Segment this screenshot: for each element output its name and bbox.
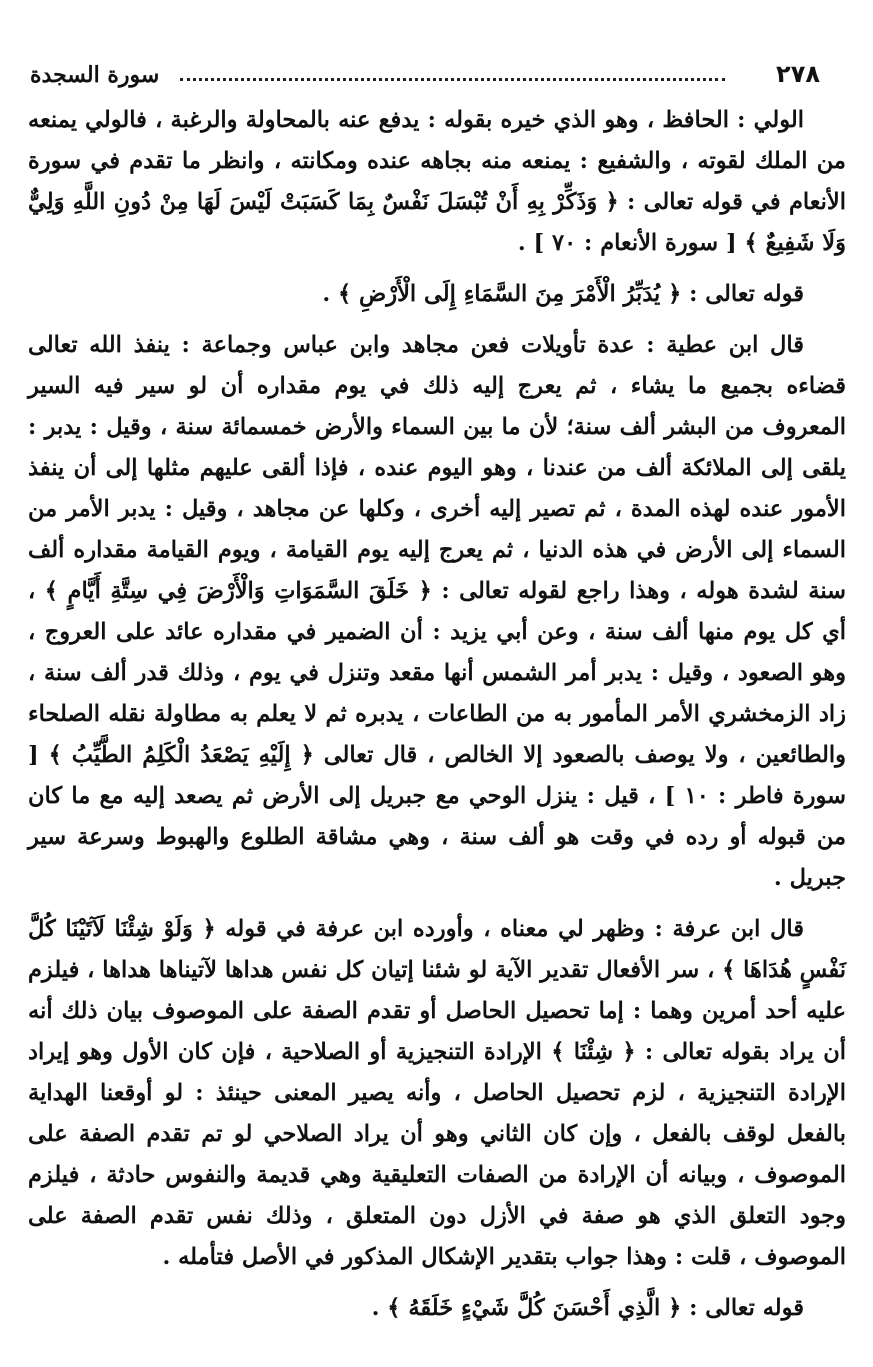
- paragraph-verse-yudabbir: قوله تعالى : ﴿ يُدَبِّرُ الْأَمْرَ مِنَ السَّمَاءِ إِلَى الْأَرْضِ ﴾ .: [322, 281, 804, 307]
- surah-title: سورة السجدة: [30, 62, 160, 88]
- paragraph-verse-ahsana: قوله تعالى : ﴿ الَّذِي أَحْسَنَ كُلَّ شَيْءٍ خَلَقَهُ ﴾ .: [371, 1295, 804, 1321]
- header-dotted-rule: [180, 78, 725, 81]
- paragraph-ibn-arafa: قال ابن عرفة : وظهر لي معناه ، وأورده ابن عرفة في قوله ﴿ وَلَوْ شِئْنَا لَآتَيْنَا كُلَّ نَفْسٍ هُدَاهَا ﴾ ، سر الأفعال تقدير الآية لو شئنا إتيان كل نفس هداها لآتيناها هداها ، فيلزم عليه أحد أمرين وهما : إما تحصيل الحاصل أو تقدم الصفة على الموصوف بيان ذلك أنه أن يراد بقوله تعالى : ﴿ شِئْنَا ﴾ الإرادة التنجيزية أو الصلاحية ، فإن كان الأول وهو إيراد الإرادة التنجيزية ، لزم تحصيل الحاصل ، وأنه يصير المعنى حينئذ : لو أوقعنا الهداية بالفعل لوقف بالفعل ، وإن كان الثاني وهو أن يراد الصلاحي لو تم تقدم الصفة على الموصوف ، وبيانه أن الإرادة من الصفات التعليقية وهي قديمة والنفوس حادثة ، فيلزم وجود التعلق الذي هو صفة في الأزل دون المتعلق ، وذلك نفس تقدم الصفة على الموصوف ، قلت : وهذا جواب بتقدير الإشكال المذكور في الأصل فتأمله .: [28, 916, 846, 1270]
- page-number: ٢٧٨: [776, 60, 820, 88]
- paragraph-ibn-atiyya: قال ابن عطية : عدة تأويلات فعن مجاهد وابن عباس وجماعة : ينفذ الله تعالى قضاءه بجميع ما يشاء ، ثم يعرج إليه ذلك في يوم مقداره أن لو سير فيه السير المعروف من البشر ألف سنة؛ لأن ما بين السماء والأرض خمسمائة سنة ، وقيل : يدبر : يلقى إلى الملائكة ألف من عندنا ، وهو اليوم عنده ، فإذا ألقى عليهم مثلها إلى أن ينفذ الأمور عنده لهذه المدة ، ثم تصير إليه أخرى ، وكلها عن مجاهد ، وقيل : يدبر الأمر من السماء إلى الأرض في هذه الدنيا ، ثم يعرج إليه يوم القيامة ، ويوم القيامة مقداره ألف سنة لشدة هوله ، وهذا راجع لقوله تعالى : ﴿ خَلَقَ السَّمَوَاتِ وَالْأَرْضَ فِي سِتَّةِ أَيَّامٍ ﴾ ، أي كل يوم منها ألف سنة ، وعن أبي يزيد : أن الضمير في مقداره عائد على العروج ، وهو الصعود ، وقيل : يدبر أمر الشمس أنها مقعد وتنزل في يوم ، وذلك قدر ألف سنة ، زاد الزمخشري الأمر المأمور به من الطاعات ، يدبره ثم لا يعلم به مطاولة نقله الصلحاء والطائعين ، ولا يوصف بالصعود إلا الخالص ، قال تعالى ﴿ إِلَيْهِ يَصْعَدُ الْكَلِمُ الطَّيِّبُ ﴾ [ سورة فاطر : ١٠ ] ، قيل : ينزل الوحي مع جبريل إلى الأرض ثم يصعد إليه مع ما كان من قبوله أو رده في وقت هو ألف سنة ، وهي مشاقة الطلوع والهبوط وسرعة سير جبريل .: [28, 332, 846, 891]
- page-header: [30, 60, 820, 90]
- page-body: [28, 100, 846, 1329]
- paragraph-wali: الولي : الحافظ ، وهو الذي خيره بقوله : يدفع عنه بالمحاولة والرغبة ، فالولي يمنعه من الملك لقوته ، والشفيع : يمنعه منه بجاهه عنده ومكانته ، وانظر ما تقدم في سورة الأنعام في قوله تعالى : ﴿ وَذَكِّرْ بِهِ أَنْ تُبْسَلَ نَفْسٌ بِمَا كَسَبَتْ لَيْسَ لَهَا مِنْ دُونِ اللَّهِ وَلِيٌّ وَلَا شَفِيعٌ ﴾ [ سورة الأنعام : ٧٠ ] .: [28, 107, 846, 256]
